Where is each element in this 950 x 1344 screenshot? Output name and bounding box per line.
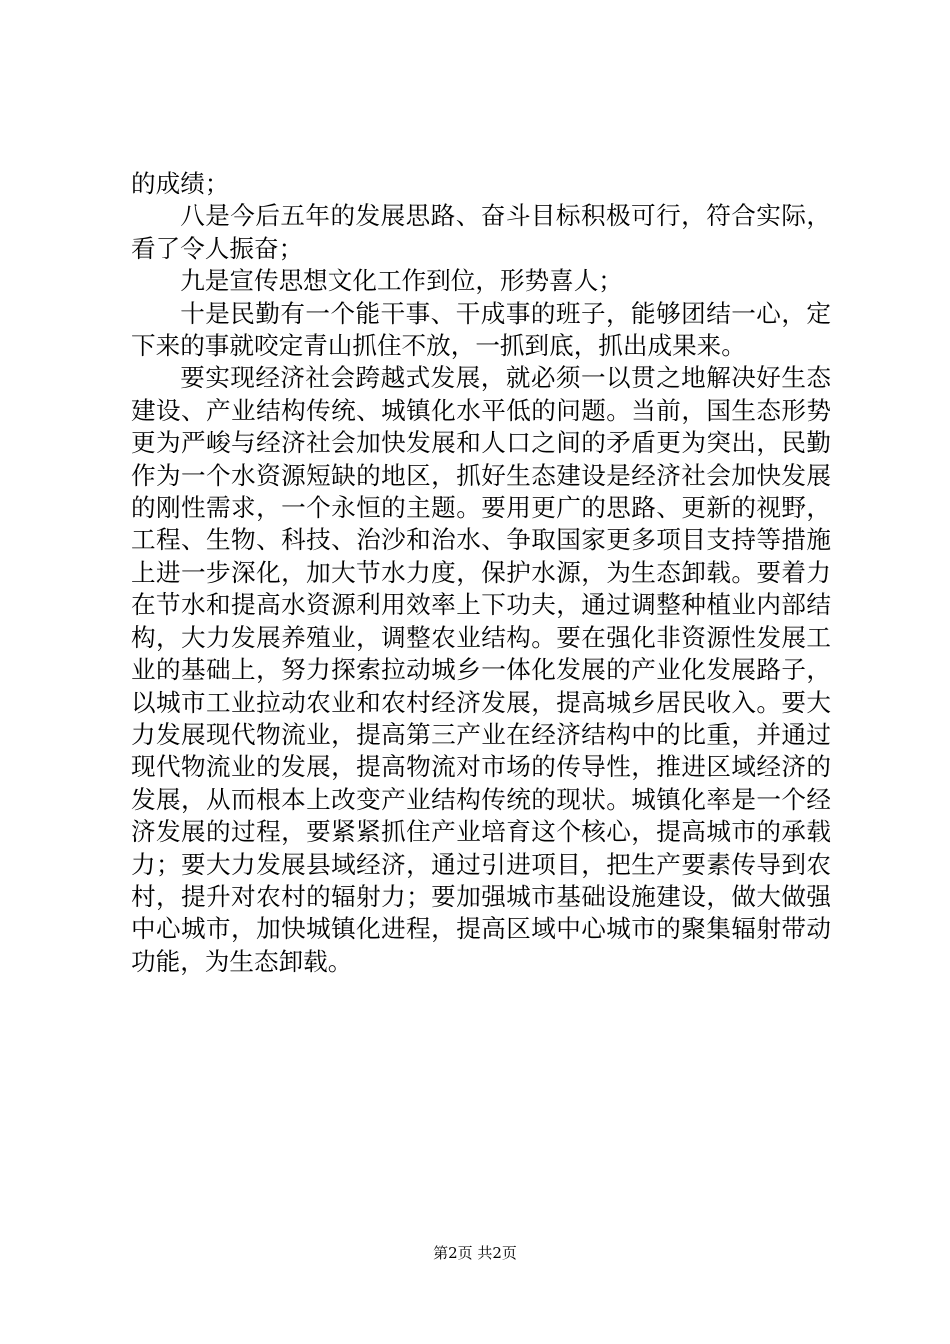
paragraph-5: 要实现经济社会跨越式发展，就必须一以贯之地解决好生态建设、产业结构传统、城镇化水平低的问题。当前，国生态形势更为严峻与经济社会加快发展和人口之间的矛盾更为突出，民勤作为一个水资源短缺的地区，抓好生态建设是经济社会加快发展的刚性需求，一个永恒的主题。要用更广的思路、更新的视野，工程、生物、科技、治沙和治水、争取国家更多项目支持等措施上进一步深化，加大节水力度，保护水源，为生态卸载。要着力在节水和提高水资源利用效率上下功夫，通过调整种植业内部结构，大力发展养殖业，调整农业结构。要在强化非资源性发展工业的基础上，努力探索拉动城乡一体化发展的产业化发展路子，以城市工业拉动农业和农村经济发展，提高城乡居民收入。要大力发展现代物流业，提高第三产业在经济结构中的比重，并通过现代物流业的发展，提高物流对市场的传导性，推进区域经济的发展，从而根本上改变产业结构传统的现状。城镇化率是一个经济发展的过程，要紧紧抓住产业培育这个核心，提高城市的承载力；要大力发展县域经济，通过引进项目，把生产要素传导到农村，提升对农村的辐射力；要加强城市基础设施建设，做大做强中心城市，加快城镇化进程，提高区域中心城市的聚集辐射带动功能，为生态卸载。 — [131, 363, 831, 976]
document-body — [131, 168, 831, 978]
paragraph-3: 九是宣传思想文化工作到位，形势喜人； — [180, 266, 623, 296]
paragraph-2: 八是今后五年的发展思路、奋斗目标积极可行，符合实际，看了令人振奋； — [131, 201, 831, 263]
paragraph-4: 十是民勤有一个能干事、干成事的班子，能够团结一心，定下来的事就咬定青山抓住不放，一抓到底，抓出成果来。 — [131, 298, 831, 361]
page-footer: 第2页 共2页 — [433, 1244, 517, 1262]
paragraph-1: 的成绩； — [131, 169, 230, 198]
